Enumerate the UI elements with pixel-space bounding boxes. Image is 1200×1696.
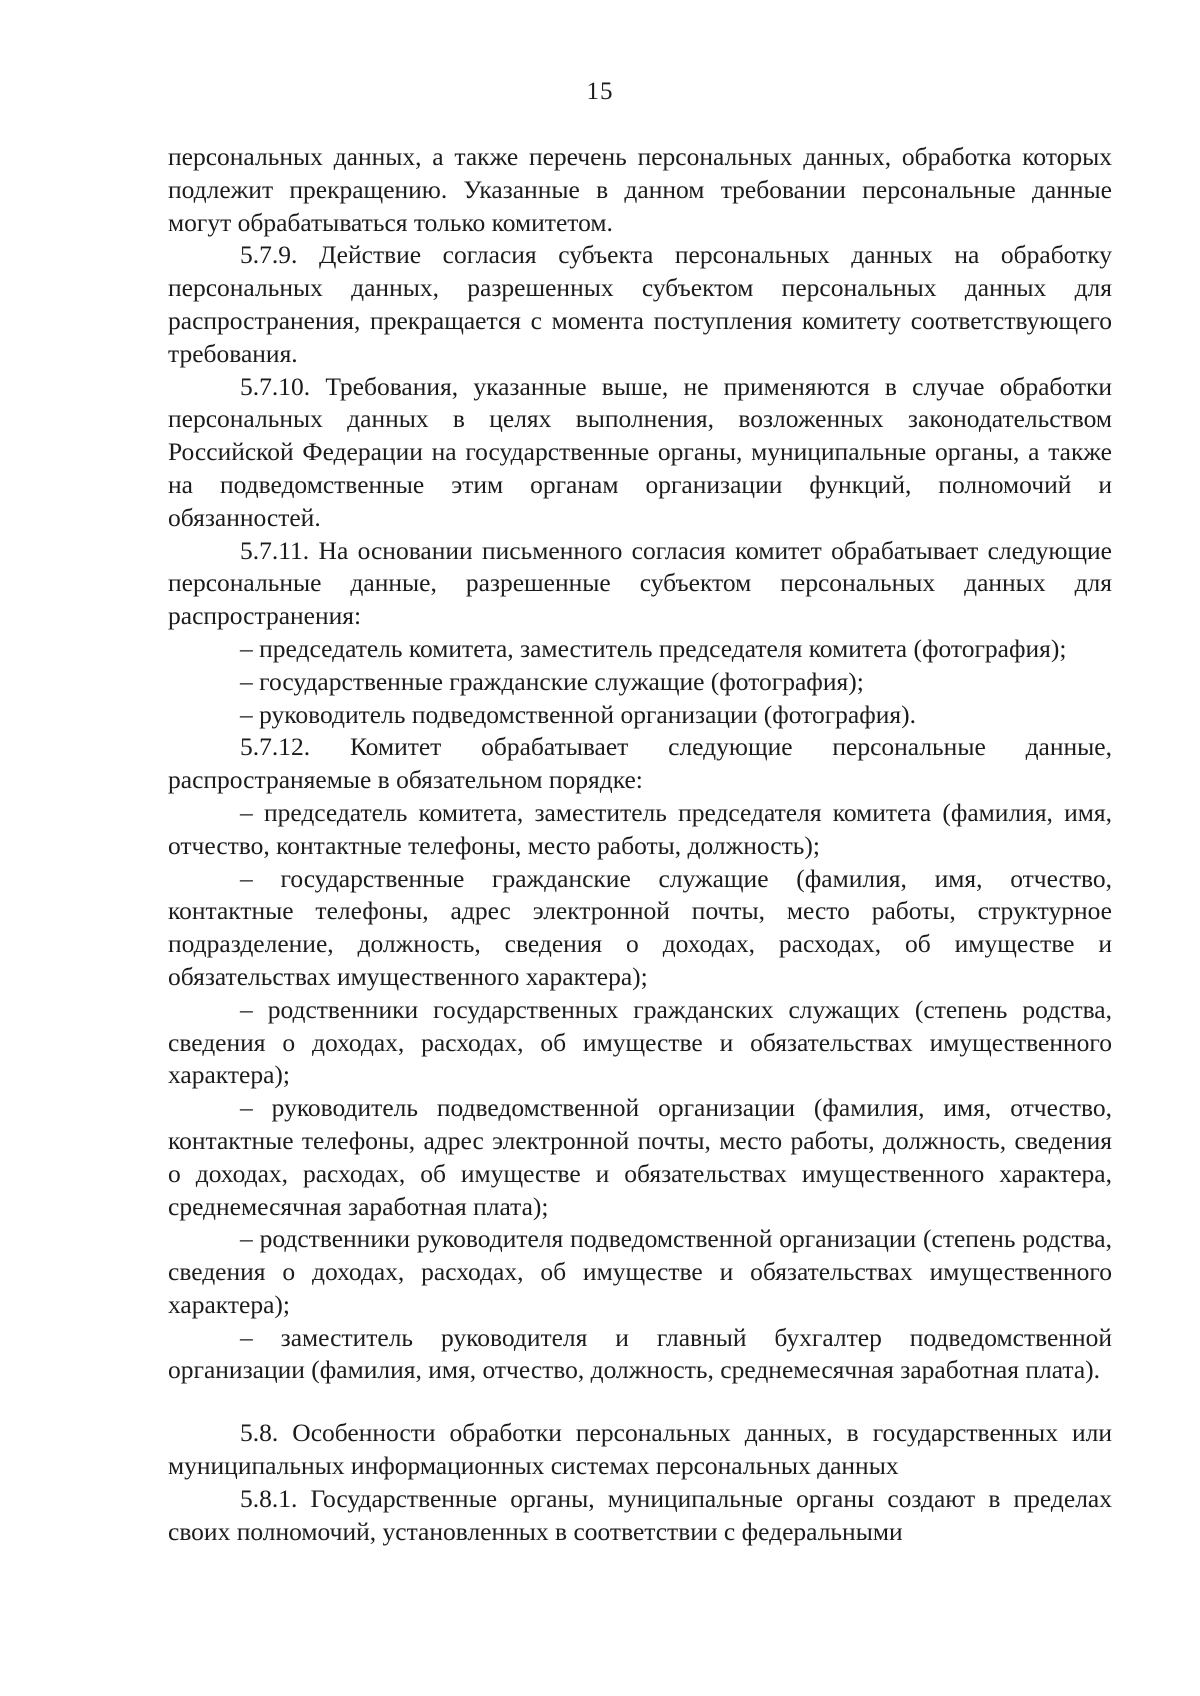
list-item: – руководитель подведомственной организации (фотография). (240, 699, 916, 729)
list-item: – родственники государственных гражданских служащих (степень родства, сведения о доходах, расходах, об имуществе и обязательствах имущественного характера); (168, 994, 1112, 1090)
list-item: – родственники руководителя подведомственной организации (степень родства, сведения о доходах, расходах, об имуществе и обязательствах имущественного характера); (168, 1224, 1112, 1319)
clause-5-8-1: 5.8.1. Государственные органы, муниципальные органы создают в пределах своих полномочий, установленных в соответствии с федеральными (168, 1483, 1112, 1546)
clause-5-7-9: 5.7.9. Действие согласия субъекта персональных данных на обработку персональных данных, разрешенных субъектом персональных данных для распространения, прекращается с момента поступления комитету соответствующего требования. (168, 240, 1112, 368)
list-item: – председатель комитета, заместитель председателя комитета (фотография); (240, 633, 1067, 663)
list-item: – государственные гражданские служащие (фотография); (240, 666, 864, 696)
document-body (168, 141, 1112, 1548)
clause-5-7-11: 5.7.11. На основании письменного согласия комитет обрабатывает следующие персональные данные, разрешенные субъектом персональных данных для распространения: (168, 535, 1112, 631)
list-item: – государственные гражданские служащие (фамилия, имя, отчество, контактные телефоны, адрес электронной почты, место работы, структурное подразделение, должность, сведения о доходах, расходах, об имуществе и обязательствах имущественного характера); (168, 863, 1112, 991)
list-item: – председатель комитета, заместитель председателя комитета (фамилия, имя, отчество, контактные телефоны, место работы, должность); (168, 797, 1112, 860)
paragraph-continuation: персональных данных, а также перечень персональных данных, обработка которых подлежит прекращению. Указанные в данном требовании персональные данные могут обрабатываться только комитетом. (168, 142, 1112, 237)
page-number: 15 (586, 78, 614, 105)
clause-5-7-10: 5.7.10. Требования, указанные выше, не применяются в случае обработки персональных данных в целях выполнения, возложенных законодательством Российской Федерации на государственные органы, муниципальные органы, а также на подведомственные этим органам организации функций, полномочий и обязанностей. (168, 371, 1112, 532)
list-item: – руководитель подведомственной организации (фамилия, имя, отчество, контактные телефоны, адрес электронной почты, место работы, должность, сведения о доходах, расходах, об имуществе и обязательствах имущественного характера, среднемесячная заработная плата); (168, 1093, 1112, 1221)
list-item: – заместитель руководителя и главный бухгалтер подведомственной организации (фамилия, имя, отчество, должность, среднемесячная заработная плата). (168, 1322, 1112, 1385)
clause-5-7-12: 5.7.12. Комитет обрабатывает следующие персональные данные, распространяемые в обязательном порядке: (168, 732, 1112, 795)
section-5-8-heading: 5.8. Особенности обработки персональных данных, в государственных или муниципальных информационных системах персональных данных (168, 1418, 1112, 1481)
